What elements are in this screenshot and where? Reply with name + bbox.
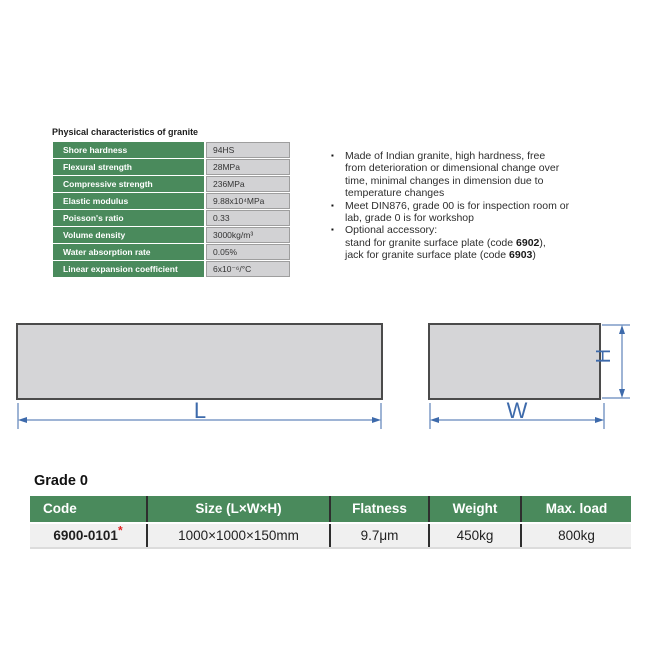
arrow-right-icon — [372, 417, 381, 423]
spec-label: Elastic modulus — [53, 193, 204, 209]
column-header-weight: Weight — [428, 496, 520, 522]
spec-label: Poisson's ratio — [53, 210, 204, 226]
cell-weight: 450kg — [428, 524, 520, 547]
feature-line — [330, 212, 640, 224]
spec-label: Water absorption rate — [53, 244, 204, 260]
spec-value: 9.88x10⁴MPa — [206, 193, 290, 209]
spec-label: Shore hardness — [53, 142, 204, 158]
feature-list — [330, 150, 640, 262]
asterisk-mark: * — [117, 523, 123, 538]
feature-line — [330, 187, 640, 199]
spec-row — [53, 210, 293, 226]
grade-table-row — [30, 524, 631, 547]
cell-size: 1000×1000×150mm — [146, 524, 329, 547]
feature-text: ), — [539, 236, 546, 249]
feature-text: temperature changes — [345, 187, 445, 200]
feature-line — [330, 200, 640, 212]
feature-line — [330, 150, 640, 162]
feature-line — [330, 224, 640, 236]
plate-end-view-diagram — [420, 318, 648, 436]
feature-line — [330, 249, 640, 261]
spec-value: 6x10⁻⁶/°C — [206, 261, 290, 277]
feature-text: Made of Indian granite, high hardness, free — [345, 150, 546, 162]
cell-flatness: 9.7μm — [329, 524, 428, 547]
spec-label: Flexural strength — [53, 159, 204, 175]
spec-value: 28MPa — [206, 159, 290, 175]
spec-row — [53, 193, 293, 209]
grade-heading: Grade 0 — [34, 473, 88, 489]
arrow-down-icon — [619, 389, 625, 398]
spec-row — [53, 261, 293, 277]
feature-text: time, minimal changes in dimension due to — [345, 174, 544, 187]
spec-label: Volume density — [53, 227, 204, 243]
feature-line — [330, 162, 640, 174]
spec-value: 236MPa — [206, 176, 290, 192]
spec-row — [53, 142, 293, 158]
spec-value: 94HS — [206, 142, 290, 158]
feature-line — [330, 237, 640, 249]
spec-table-title: Physical characteristics of granite — [52, 127, 199, 137]
column-header-code: Code — [43, 501, 77, 516]
arrow-up-icon — [619, 325, 625, 334]
accessory-code: 6902 — [516, 236, 540, 249]
feature-text: lab, grade 0 is for workshop — [345, 212, 474, 225]
cell-code — [30, 524, 146, 547]
spec-value: 3000kg/m³ — [206, 227, 290, 243]
spec-row — [53, 227, 293, 243]
plate-side-view-diagram — [10, 318, 400, 436]
cell-max-load: 800kg — [520, 524, 631, 547]
grade-table-header — [30, 496, 631, 522]
spec-row — [53, 176, 293, 192]
grade-table — [30, 496, 631, 549]
length-dimension-label: L — [193, 398, 207, 423]
height-dimension-label: H — [593, 348, 615, 364]
feature-text: Optional accessory: — [345, 224, 438, 237]
plate-side-shape — [17, 324, 382, 399]
product-code: 6900-0101 — [53, 528, 118, 543]
width-dimension-label: W — [506, 398, 528, 423]
feature-text: jack for granite surface plate (code — [345, 249, 510, 262]
arrow-left-icon — [18, 417, 27, 423]
arrow-right-icon — [595, 417, 604, 423]
spec-table — [53, 142, 293, 278]
arrow-left-icon — [430, 417, 439, 423]
feature-line — [330, 175, 640, 187]
spec-label: Compressive strength — [53, 176, 204, 192]
accessory-code: 6903 — [509, 249, 533, 262]
spec-row — [53, 244, 293, 260]
column-header-size: Size (L×W×H) — [146, 496, 329, 522]
feature-text: ) — [532, 249, 536, 262]
feature-text: from deterioration or dimensional change over — [345, 162, 560, 175]
feature-text: Meet DIN876, grade 00 is for inspection room or — [345, 199, 570, 212]
column-header-flatness: Flatness — [329, 496, 428, 522]
plate-end-shape — [429, 324, 600, 399]
spec-label: Linear expansion coefficient — [53, 261, 204, 277]
spec-value: 0.33 — [206, 210, 290, 226]
column-header-max-load: Max. load — [520, 496, 631, 522]
spec-value: 0.05% — [206, 244, 290, 260]
bullet-icon: ▪ — [331, 151, 334, 160]
bullet-icon: ▪ — [331, 225, 334, 235]
bullet-icon: ▪ — [331, 200, 334, 210]
feature-text: stand for granite surface plate (code — [345, 236, 517, 249]
spec-row — [53, 159, 293, 175]
